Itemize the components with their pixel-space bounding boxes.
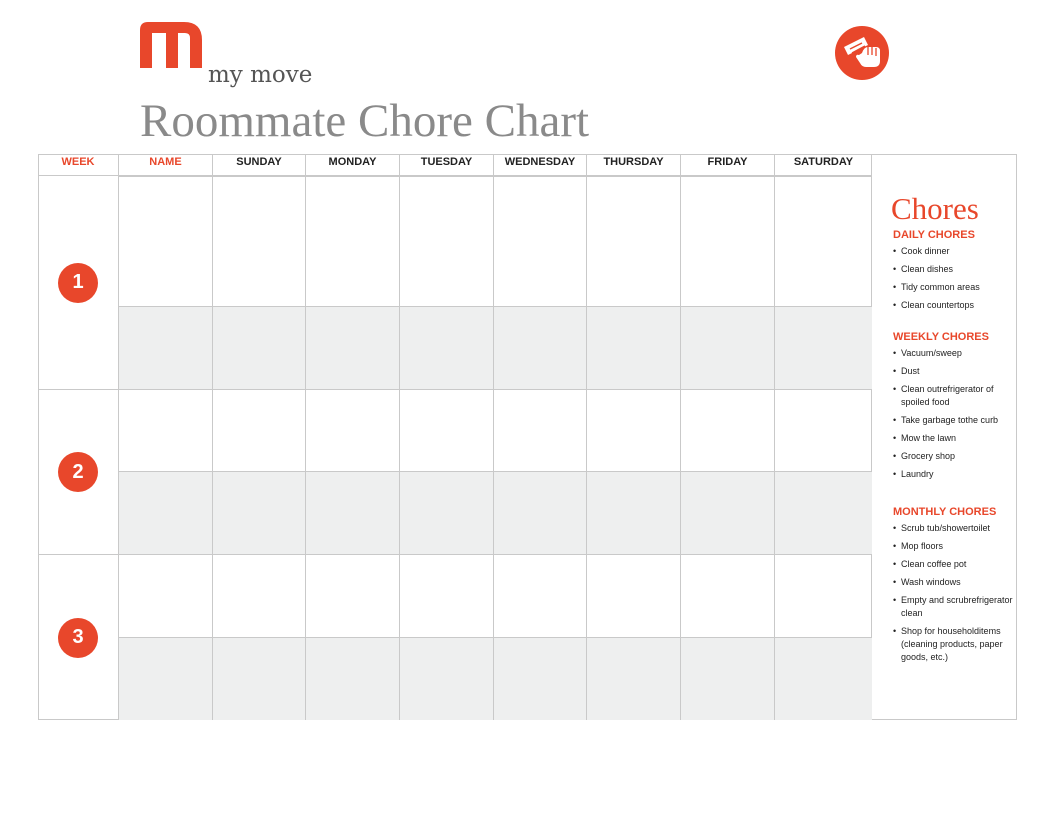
daily-chores-list bbox=[893, 245, 1015, 312]
header-week: WEEK bbox=[38, 154, 118, 176]
header-thursday: THURSDAY bbox=[586, 154, 680, 176]
day-cell[interactable] bbox=[212, 554, 305, 637]
monthly-chores-title: MONTHLY CHORES bbox=[893, 506, 997, 518]
chore-item: • Clean countertops bbox=[893, 299, 1015, 312]
week-cell-2 bbox=[38, 389, 118, 554]
header-name: NAME bbox=[118, 154, 212, 176]
day-cell[interactable] bbox=[493, 389, 586, 471]
day-cell[interactable] bbox=[586, 637, 680, 720]
chore-item: • Laundry bbox=[893, 468, 1015, 481]
day-cell[interactable] bbox=[399, 637, 493, 720]
chore-item: • Shop for householditems (cleaning products, paper goods, etc.) bbox=[893, 625, 1015, 664]
day-cell[interactable] bbox=[212, 389, 305, 471]
chore-item: • Cook dinner bbox=[893, 245, 1015, 258]
day-cell[interactable] bbox=[399, 389, 493, 471]
day-cell[interactable] bbox=[586, 554, 680, 637]
clean-hand-icon bbox=[834, 25, 890, 81]
day-cell[interactable] bbox=[774, 176, 872, 306]
chore-item: • Mow the lawn bbox=[893, 432, 1015, 445]
brand-m-icon bbox=[140, 22, 202, 68]
week-number-badge: 1 bbox=[58, 263, 98, 303]
week-cell-3 bbox=[38, 554, 118, 720]
name-cell[interactable] bbox=[118, 176, 212, 306]
day-cell[interactable] bbox=[305, 176, 399, 306]
chore-item: • Tidy common areas bbox=[893, 281, 1015, 294]
day-cell[interactable] bbox=[212, 306, 305, 389]
week-number-badge: 3 bbox=[58, 618, 98, 658]
day-cell[interactable] bbox=[399, 306, 493, 389]
day-cell[interactable] bbox=[212, 176, 305, 306]
header-wednesday: WEDNESDAY bbox=[493, 154, 586, 176]
name-cell[interactable] bbox=[118, 389, 212, 471]
day-cell[interactable] bbox=[774, 389, 872, 471]
day-cell[interactable] bbox=[305, 637, 399, 720]
day-cell[interactable] bbox=[586, 389, 680, 471]
day-cell[interactable] bbox=[399, 554, 493, 637]
chores-sidebar bbox=[873, 155, 1016, 719]
day-cell[interactable] bbox=[774, 306, 872, 389]
chore-item: • Take garbage tothe curb bbox=[893, 414, 1015, 427]
chore-item: • Dust bbox=[893, 365, 1015, 378]
name-cell[interactable] bbox=[118, 554, 212, 637]
week-number-badge: 2 bbox=[58, 452, 98, 492]
day-cell[interactable] bbox=[680, 637, 774, 720]
chore-item: • Wash windows bbox=[893, 576, 1015, 589]
header-saturday: SATURDAY bbox=[774, 154, 872, 176]
day-cell[interactable] bbox=[305, 554, 399, 637]
chore-item: • Scrub tub/showertoilet bbox=[893, 522, 1015, 535]
day-cell[interactable] bbox=[212, 471, 305, 554]
header-friday: FRIDAY bbox=[680, 154, 774, 176]
day-cell[interactable] bbox=[305, 471, 399, 554]
header-monday: MONDAY bbox=[305, 154, 399, 176]
brand-name: my move bbox=[208, 62, 313, 88]
day-cell[interactable] bbox=[680, 176, 774, 306]
day-cell[interactable] bbox=[680, 306, 774, 389]
header-tuesday: TUESDAY bbox=[399, 154, 493, 176]
chore-item: • Clean coffee pot bbox=[893, 558, 1015, 571]
page-title: Roommate Chore Chart bbox=[140, 95, 590, 147]
day-cell[interactable] bbox=[305, 389, 399, 471]
week-cell-1 bbox=[38, 176, 118, 389]
day-cell[interactable] bbox=[493, 554, 586, 637]
day-cell[interactable] bbox=[305, 306, 399, 389]
chore-item: • Grocery shop bbox=[893, 450, 1015, 463]
chore-item: • Empty and scrubrefrigerator clean bbox=[893, 594, 1015, 620]
header-sunday: SUNDAY bbox=[212, 154, 305, 176]
name-cell[interactable] bbox=[118, 471, 212, 554]
day-cell[interactable] bbox=[399, 471, 493, 554]
monthly-chores-list bbox=[893, 522, 1015, 664]
day-cell[interactable] bbox=[586, 306, 680, 389]
chore-grid bbox=[38, 154, 872, 720]
day-cell[interactable] bbox=[399, 176, 493, 306]
day-cell[interactable] bbox=[493, 471, 586, 554]
day-cell[interactable] bbox=[586, 471, 680, 554]
chore-item: • Mop floors bbox=[893, 540, 1015, 553]
chores-title: Chores bbox=[891, 191, 979, 226]
chore-item: • Clean dishes bbox=[893, 263, 1015, 276]
weekly-chores-section bbox=[893, 331, 1015, 486]
name-cell[interactable] bbox=[118, 306, 212, 389]
monthly-chores-section bbox=[893, 506, 1015, 669]
day-cell[interactable] bbox=[680, 389, 774, 471]
day-cell[interactable] bbox=[493, 176, 586, 306]
weekly-chores-list bbox=[893, 347, 1015, 481]
day-cell[interactable] bbox=[774, 637, 872, 720]
daily-chores-section bbox=[893, 229, 1015, 317]
name-cell[interactable] bbox=[118, 637, 212, 720]
chore-item: • Vacuum/sweep bbox=[893, 347, 1015, 360]
day-cell[interactable] bbox=[493, 306, 586, 389]
day-cell[interactable] bbox=[680, 554, 774, 637]
day-cell[interactable] bbox=[774, 554, 872, 637]
day-cell[interactable] bbox=[680, 471, 774, 554]
chore-item: • Clean outrefrigerator of spoiled food bbox=[893, 383, 1015, 409]
day-cell[interactable] bbox=[774, 471, 872, 554]
day-cell[interactable] bbox=[493, 637, 586, 720]
day-cell[interactable] bbox=[212, 637, 305, 720]
day-cell[interactable] bbox=[586, 176, 680, 306]
daily-chores-title: DAILY CHORES bbox=[893, 229, 975, 241]
weekly-chores-title: WEEKLY CHORES bbox=[893, 331, 989, 343]
